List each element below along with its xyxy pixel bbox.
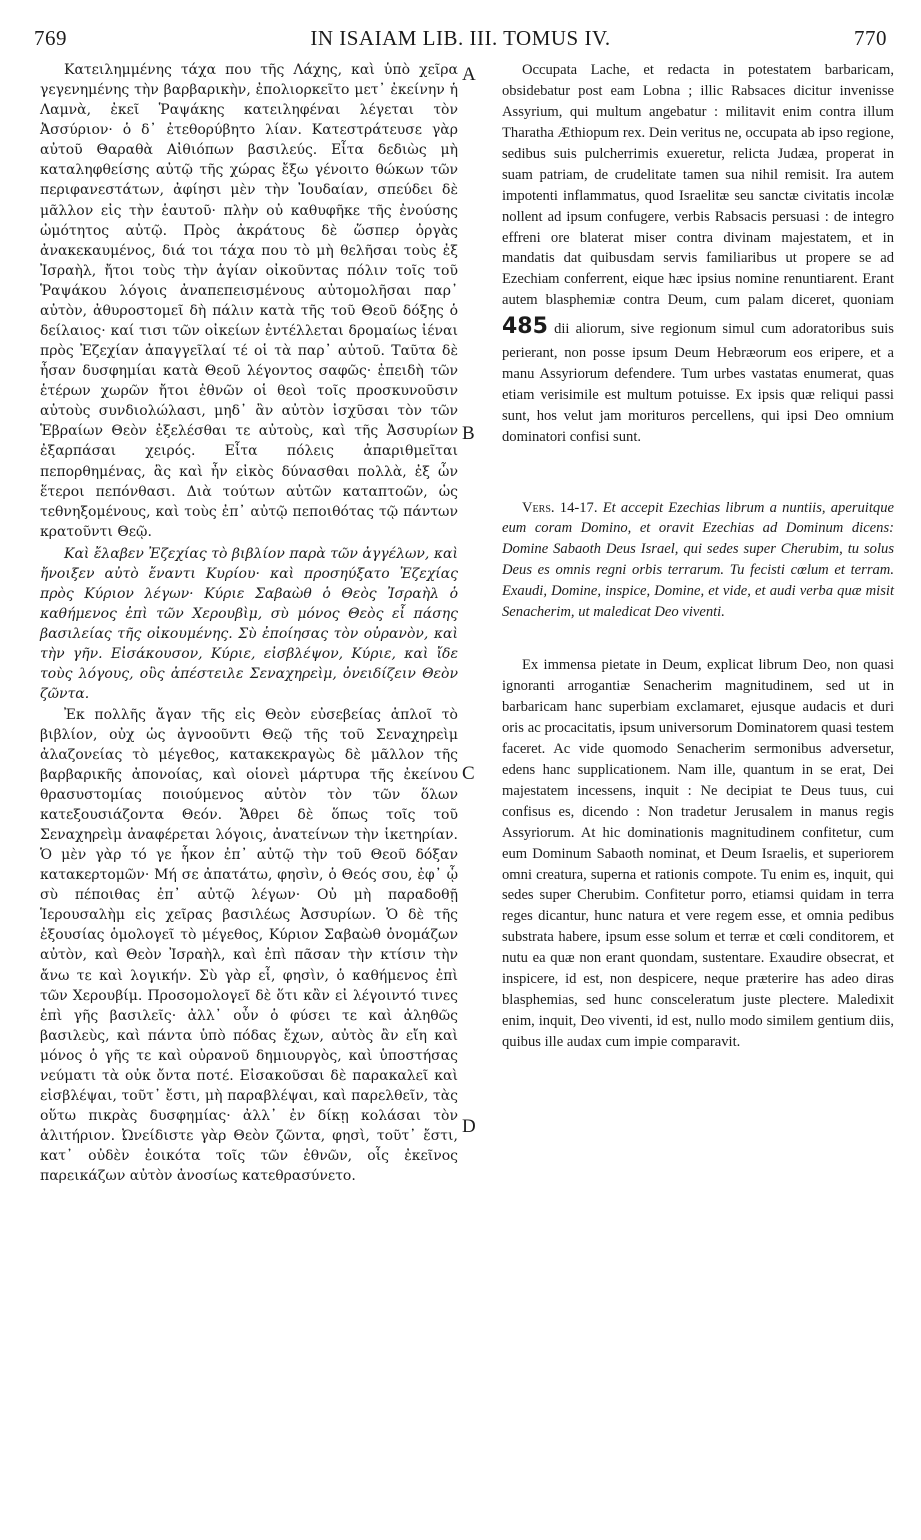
latin-paragraph-1-part-b: dii aliorum, sive regionum simul cum adoratoribus suis perierant, non posse ipsum Deum Hebræorum eos eripere, et a manu Assyriorum defendere. Tum urbes vastatas enumerat, quas etiam verisimile est multum potuisse. Ex ipsis quæ reliqui passi sunt, hos velut jam morituros percellens, qui ipsi Deo omnium dominatori confisi sunt. bbox=[502, 321, 894, 445]
margin-marker-d: D bbox=[462, 1116, 476, 1137]
latin-paragraph-1-part-a: Occupata Lache, et redacta in potestatem barbaricam, obsidebatur post eam Lobna ; illic Rabsaces dicitur invenisse Assyrium, qui multum angebatur : militavit enim contra illum Tharatha Æthiopum rex. Dein veritus ne, occupata ab ipso regione, sedibus suis pulcherrimis exueretur, relicta Judæa, properat in suam patriam, de crudelitate tamen sua nihil remisit. Ira autem impotenti inflammatus, quod Israelitæ seu sanctæ civitatis incolæ nollent ad ipsum confugere, verbis Rabsacis persuasi : de integro effreni ore blaterat miser contra divinam majestatem, et in mandatis dat quibusdam servis familiaribus ut propere se ad Ezechiam conferrent, eique hæc ipsius nomine renuntiarent. Erant autem blasphemiæ contra Deum, cum palam diceret, quoniam bbox=[502, 62, 894, 309]
greek-paragraph-3: Ἐκ πολλῆς ἄγαν τῆς εἰς Θεὸν εὐσεβείας ἁπλοῖ τὸ βιβλίον, οὐχ ὡς ἀγνοοῦντι Θεῷ τῆς τοῦ Σεναχηρεὶμ ἀλαζονείας τὸ μέγεθος, κατακεκραγὼς δὲ μᾶλλον τῆς βαρβαρικῆς ἀπονοίας, καὶ οἱονεὶ μάρτυρα τῆς ἐκείνου θρασυστομίας ποιούμενος αὐτὸν τὸν τῶν ὅλων κατεξουσιάζοντα Θεόν. Ἄθρει δὲ ὅπως τοῖς τοῦ Σεναχηρεὶμ ἀναφέρεται λόγοις, ἀνατείνων τὴν ἱκετηρίαν. Ὁ μὲν γὰρ τό γε ἧκον ἐπ᾽ αὐτῷ τὴν τοῦ Θεοῦ δόξαν κατακερτομῶν· Μή σε ἀπατάτω, φησὶν, ὁ Θεός σου, ἐφ᾽ ᾧ σὺ πέποιθας ἐπ᾽ αὐτῷ λέγων· Οὐ μὴ παραδοθῇ Ἱερουσαλὴμ εἰς χεῖρας βασιλέως Ἀσσυρίων. Ὁ δὲ τῆς ἐξουσίας ὁμολογεῖ τὸ μέγεθος, Κύριον Σαβαὼθ ὀνομάζων αὐτὸν, καὶ Θεὸν Ἰσραὴλ, καὶ ἐπὶ πᾶσαν τὴν κτίσιν τὴν ἄνω τε καὶ λογικήν. Σὺ γὰρ εἶ, φησὶν, ὁ καθήμενος ἐπὶ τῶν Χερουβίμ. Προσομολογεῖ δὲ ὅτι κἂν εἰ λέγοιντό τινες ἐπὶ γῆς βασιλεῖς· ἀλλ᾽ οὖν ὁ φύσει τε καὶ ἀληθῶς βασιλεὺς, καὶ πάντα ὑπὸ πόδας ἔχων, αὐτὸς ἂν εἴη καὶ μόνος ὁ γῆς τε καὶ οὐρανοῦ δημιουργὸς, καὶ ὑποστήσας νεύματι τὰ οὐκ ὄντα ποτέ. Εἰσακοῦσαι δὲ παρακαλεῖ καὶ εἰσβλέψαι, τοῦτ᾽ ἔστι, μὴ παραβλέψαι, καὶ παρελθεῖν, τὰς οὕτω πικρὰς δυσφημίας· ἀλλ᾽ ἐν δίκῃ κολάσαι τὸν ἀλιτήριον. Ὠνείδιστε γὰρ Θεὸν ζῶντα, φησὶ, τοῦτ᾽ ἔστι, κατ᾽ οὐδὲν ἐοικότα τοῖς τῶν ἐθνῶν, οἷς ἐκεῖνος παρεικάζων αὐτὸν ἀνοσίως κατεθρασύνετο. bbox=[40, 706, 458, 1185]
latin-column bbox=[502, 60, 894, 1053]
right-page-number: 770 bbox=[854, 26, 887, 50]
greek-paragraph-1: Κατειλημμένης τάχα που τῆς Λάχης, καὶ ὑπὸ χεῖρα γεγενημένης τὴν βαρβαρικὴν, ἐπολιορκεῖτο μετ᾽ ἐκείνην ἡ Λαμνὰ, ἐκεῖ Ῥαψάκης κατειληφέναι λέγεται τὸν Ἀσσύριον· ὁ δ᾽ ἐτεθορύβητο λίαν. Κατεστράτευσε γὰρ αὐτοῦ Θαραθὰ Αἰθιόπων βασιλεύς. Εἶτα δεδιὼς μὴ καταληφθείσης αὐτῷ τῆς χώρας ἔξω γένοιτο θώκων τῶν περιφανεστάτων, ἀφίησι μὲν τὴν Ἰουδαίαν, σπεύδει δὲ μᾶλλον εἰς τὴν ἑαυτοῦ· πλὴν οὐ καθυφῆκε τῆς ἐνούσης ὠμότητος αὐτῷ. Πρὸς ἀκράτους δὲ ὥσπερ ὀργὰς ἀνακεκαυμένος, διά τοι τάχα που τὸ μὴ θελῆσαι τοὺς ἐξ Ἰσραὴλ, ἤτοι τοὺς τὴν ἁγίαν οἰκοῦντας πόλιν τοῖς τοῦ Ῥαψάκου λόγοις ἀναπεπεισμένους αὐτομολῆσαι παρ᾽ αὐτὸν, ἀθυροστομεῖ δὴ πάλιν κατὰ τῆς τοῦ Θεοῦ δόξης ὁ δείλαιος· καί τισι τῶν οἰκείων ἐντέλλεται δρομαίως ἰέναι πρὸς Ἐζεχίαν ἀπαγγεῖλαί τέ οἱ τὰ παρ᾽ αὐτοῦ. Ταῦτα δὲ ἦσαν δυσφημίαι κατὰ Θεοῦ λέγοντος σαφῶς· ἐπειδὴ τῶν ἑτέρων χωρῶν ἤτοι ἐθνῶν οἱ θεοὶ τοῖς προσκυνοῦσιν αὐτοὺς συνδιολώλασι, μηδ᾽ ἂν αὐτὸν ἰσχῦσαι τὸν τῶν Ἑβραίων Θεὸν ἐξελέσθαι τε αὐτοὺς, καὶ τῆς Ἀσσυρίων ἐξαρπάσαι χειρός. Εἶτα πόλεις ἀπαριθμεῖται πεπορθημένας, ἃς καὶ ἦν εἰκὸς δύνασθαι πολλὰ, ἐξ ὧν ἕτεροι πεπόνθασι. Διὰ τούτων αὐτῶν καταπτοῶν, ὡς τεθνηξομένους, καὶ τοὺς ἐπ᾽ αὐτῷ πεποιθότας τῷ πάντων κρατοῦντι Θεῷ. bbox=[40, 62, 458, 540]
margin-marker-b: B bbox=[462, 423, 475, 444]
column-number: 485 bbox=[502, 314, 548, 340]
latin-scripture-verse bbox=[502, 498, 894, 624]
latin-verse-text: Et accepit Ezechias librum a nuntiis, aperuitque eum coram Domino, et oravit Ezechias ad Dominum dicens: Domine Sabaoth Deus Israel, qui sedes super Cherubim, tu solus Deus es omnis regni orbis terrarum. Tu fecisti cœlum et terram. Exaudi, Domine, inspice, Domine, et vide, et audi verba quæ misit Senacherim, ut maledicat Deo viventi. bbox=[502, 499, 894, 621]
verse-label: Vers. 14-17. bbox=[522, 499, 598, 516]
greek-column bbox=[40, 60, 458, 1186]
margin-marker-a: A bbox=[462, 64, 476, 85]
running-title: IN ISAIAM LIB. III. TOMUS IV. bbox=[310, 26, 611, 50]
latin-paragraph-1 bbox=[502, 60, 894, 448]
latin-paragraph-3: Ex immensa pietate in Deum, explicat librum Deo, non quasi ignoranti arrogantiæ Senacherim magnitudinem, sed ut in barbaricam hanc superbiam exclamaret, ejusque audacis et duri oris ac procacitatis, ipsum universorum Dominatorem quasi testem faceret. Ac vide quomodo Senacherim sermonibus adversetur, edens hanc supplicationem. Nam ille, quantum in se erat, Dei majestatem incessens, inquit : Ne decipiat te Deus tuus, cui confisus es, dicendo : Non tradetur Jerusalem in manus regis Assyriorum. At hic dominationis magnitudinem confitetur, cum eum Dominum Sabaoth nominat, et Deum Israelis, et superiorem omni creatura, superna et rationis compote. Tu enim es, inquit, qui sedes super Cherubim. Confitetur porro, etiamsi quidam in terra reges dicantur, hunc natura et vere regem esse, et omnia pedibus substrata habere, ipsum esse solum et terræ et cœli conditorem, et nutu ea quæ non erant quondam, sustentare. Exaudire obsecrat, et inspicere, id est, non despicere, neque præterire has adeo diras blasphemias, sed hunc consceleratum juste plectere. Maledixit enim, inquit, Deo viventi, id est, nullo modo similem gentium diis, quibus ille audax cum impie comparavit. bbox=[502, 657, 894, 1050]
left-page-number: 769 bbox=[34, 26, 67, 50]
greek-scripture-verse: Καὶ ἔλαβεν Ἐζεχίας τὸ βιβλίον παρὰ τῶν ἀγγέλων, καὶ ἤνοιξεν αὐτὸ ἔναντι Κυρίου· καὶ προσηύξατο Ἐζεχίας πρὸς Κύριον λέγων· Κύριε Σαβαὼθ ὁ Θεὸς Ἰσραὴλ ὁ καθήμενος ἐπὶ τῶν Χερουβὶμ, σὺ μόνος Θεὸς εἶ πάσης βασιλείας τῆς οἰκουμένης. Σὺ ἐποίησας τὸν οὐρανὸν, καὶ τὴν γῆν. Εἰσάκουσον, Κύριε, εἰσβλέψον, Κύριε, καὶ ἴδε τοὺς λόγους, οὓς ἀπέστειλε Σεναχηρεὶμ, ὀνειδίζειν Θεὸν ζῶντα. bbox=[40, 545, 458, 703]
margin-marker-c: C bbox=[462, 763, 475, 784]
